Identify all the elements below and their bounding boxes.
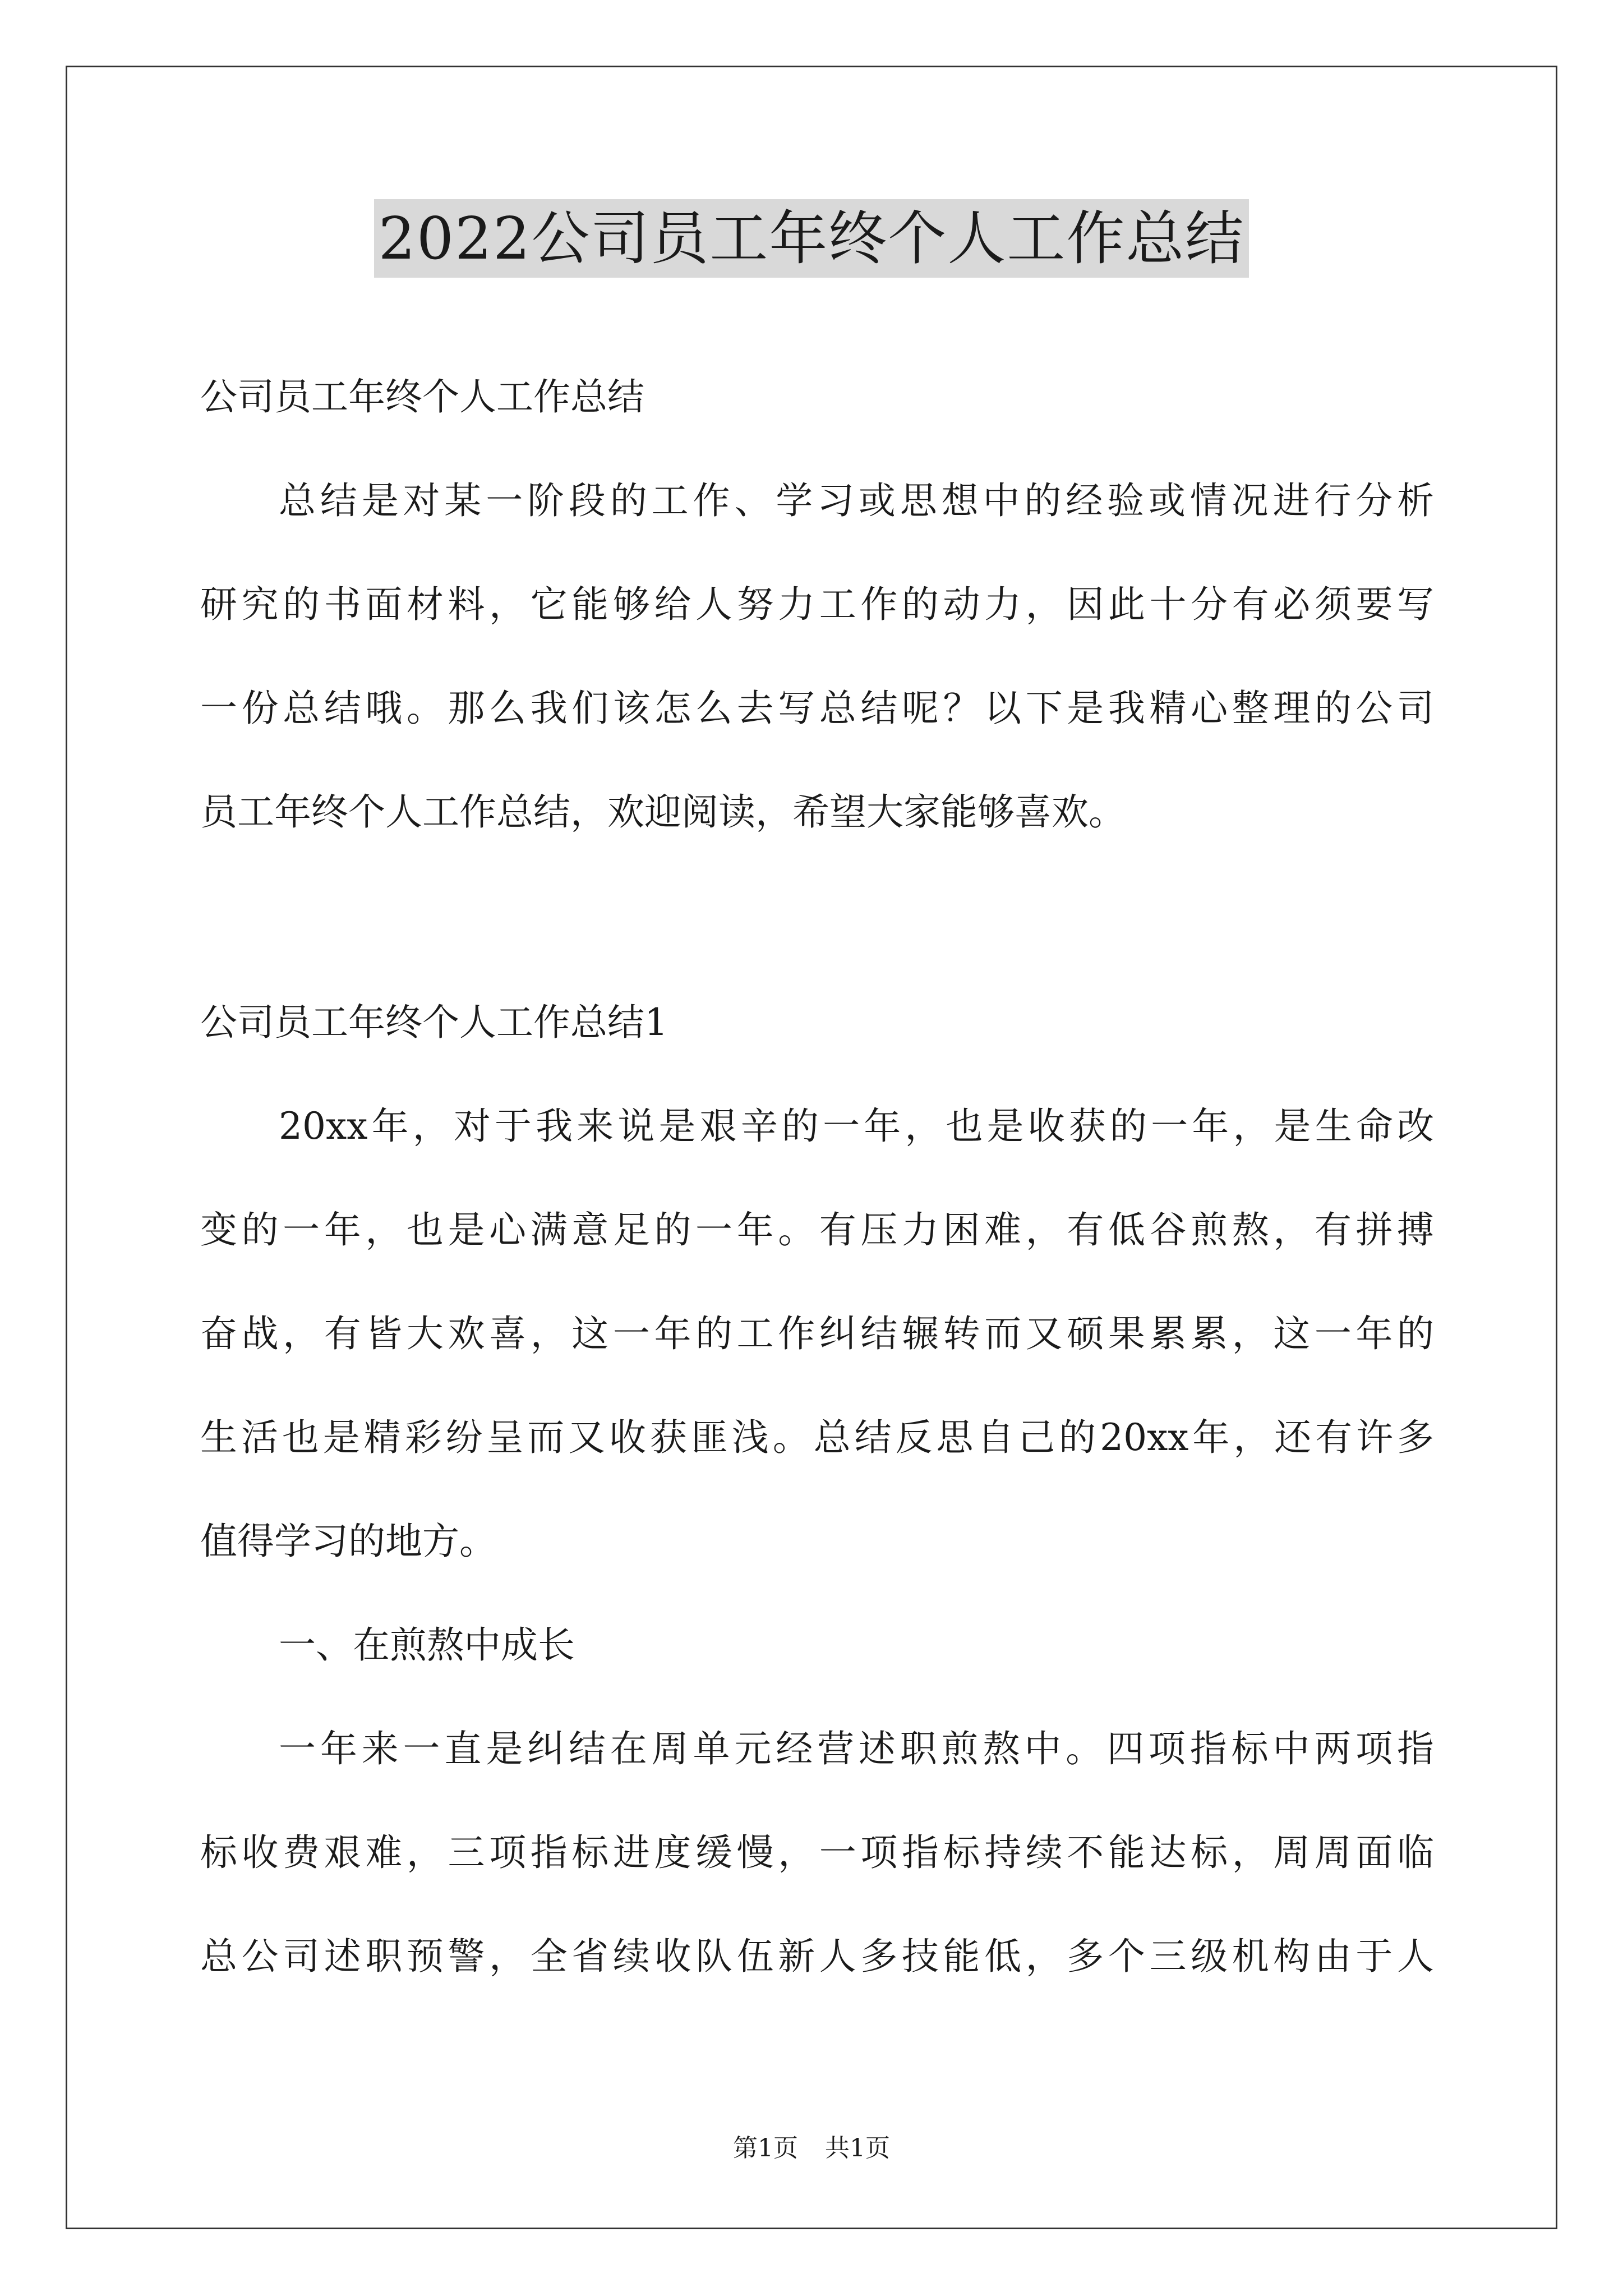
paragraph-line: 标收费艰难，三项指标进度缓慢，一项指标持续不能达标，周周面临 (200, 1831, 1434, 1874)
page-number: 第1页 (733, 2134, 798, 2162)
paragraph-line: 值得学习的地方。 (200, 1520, 496, 1563)
page-total: 共1页 (825, 2134, 890, 2162)
paragraph-line: 奋战，有皆大欢喜，这一年的工作纠结辗转而又硕果累累，这一年的 (200, 1312, 1434, 1355)
paragraph-line: 20xx年，对于我来说是艰辛的一年，也是收获的一年，是生命改 (279, 1105, 1434, 1148)
paragraph-line: 一年来一直是纠结在周单元经营述职煎熬中。四项指标中两项指 (279, 1727, 1434, 1770)
document-subtitle: 公司员工年终个人工作总结 (200, 375, 644, 418)
intro-line: 总结是对某一阶段的工作、学习或思想中的经验或情况进行分析 (279, 479, 1434, 522)
title-block (0, 199, 1623, 278)
intro-line: 研究的书面材料，它能够给人努力工作的动力，因此十分有必须要写 (200, 583, 1434, 626)
paragraph-line: 生活也是精彩纷呈而又收获匪浅。总结反思自己的20xx年，还有许多 (200, 1416, 1434, 1459)
paragraph-gap (200, 864, 1434, 970)
section-heading: 公司员工年终个人工作总结1 (200, 1001, 668, 1044)
document-title: 2022公司员工年终个人工作总结 (374, 199, 1249, 278)
page-footer (0, 2132, 1623, 2165)
subheading: 一、在煎熬中成长 (279, 1623, 575, 1667)
intro-line: 员工年终个人工作总结，欢迎阅读，希望大家能够喜欢。 (200, 790, 1126, 834)
document-body (200, 345, 1434, 2008)
paragraph-line: 变的一年，也是心满意足的一年。有压力困难，有低谷煎熬，有拼搏 (200, 1208, 1434, 1251)
paragraph-line: 总公司述职预警，全省续收队伍新人多技能低，多个三级机构由于人 (200, 1935, 1434, 1978)
intro-line: 一份总结哦。那么我们该怎么去写总结呢？以下是我精心整理的公司 (200, 687, 1434, 730)
